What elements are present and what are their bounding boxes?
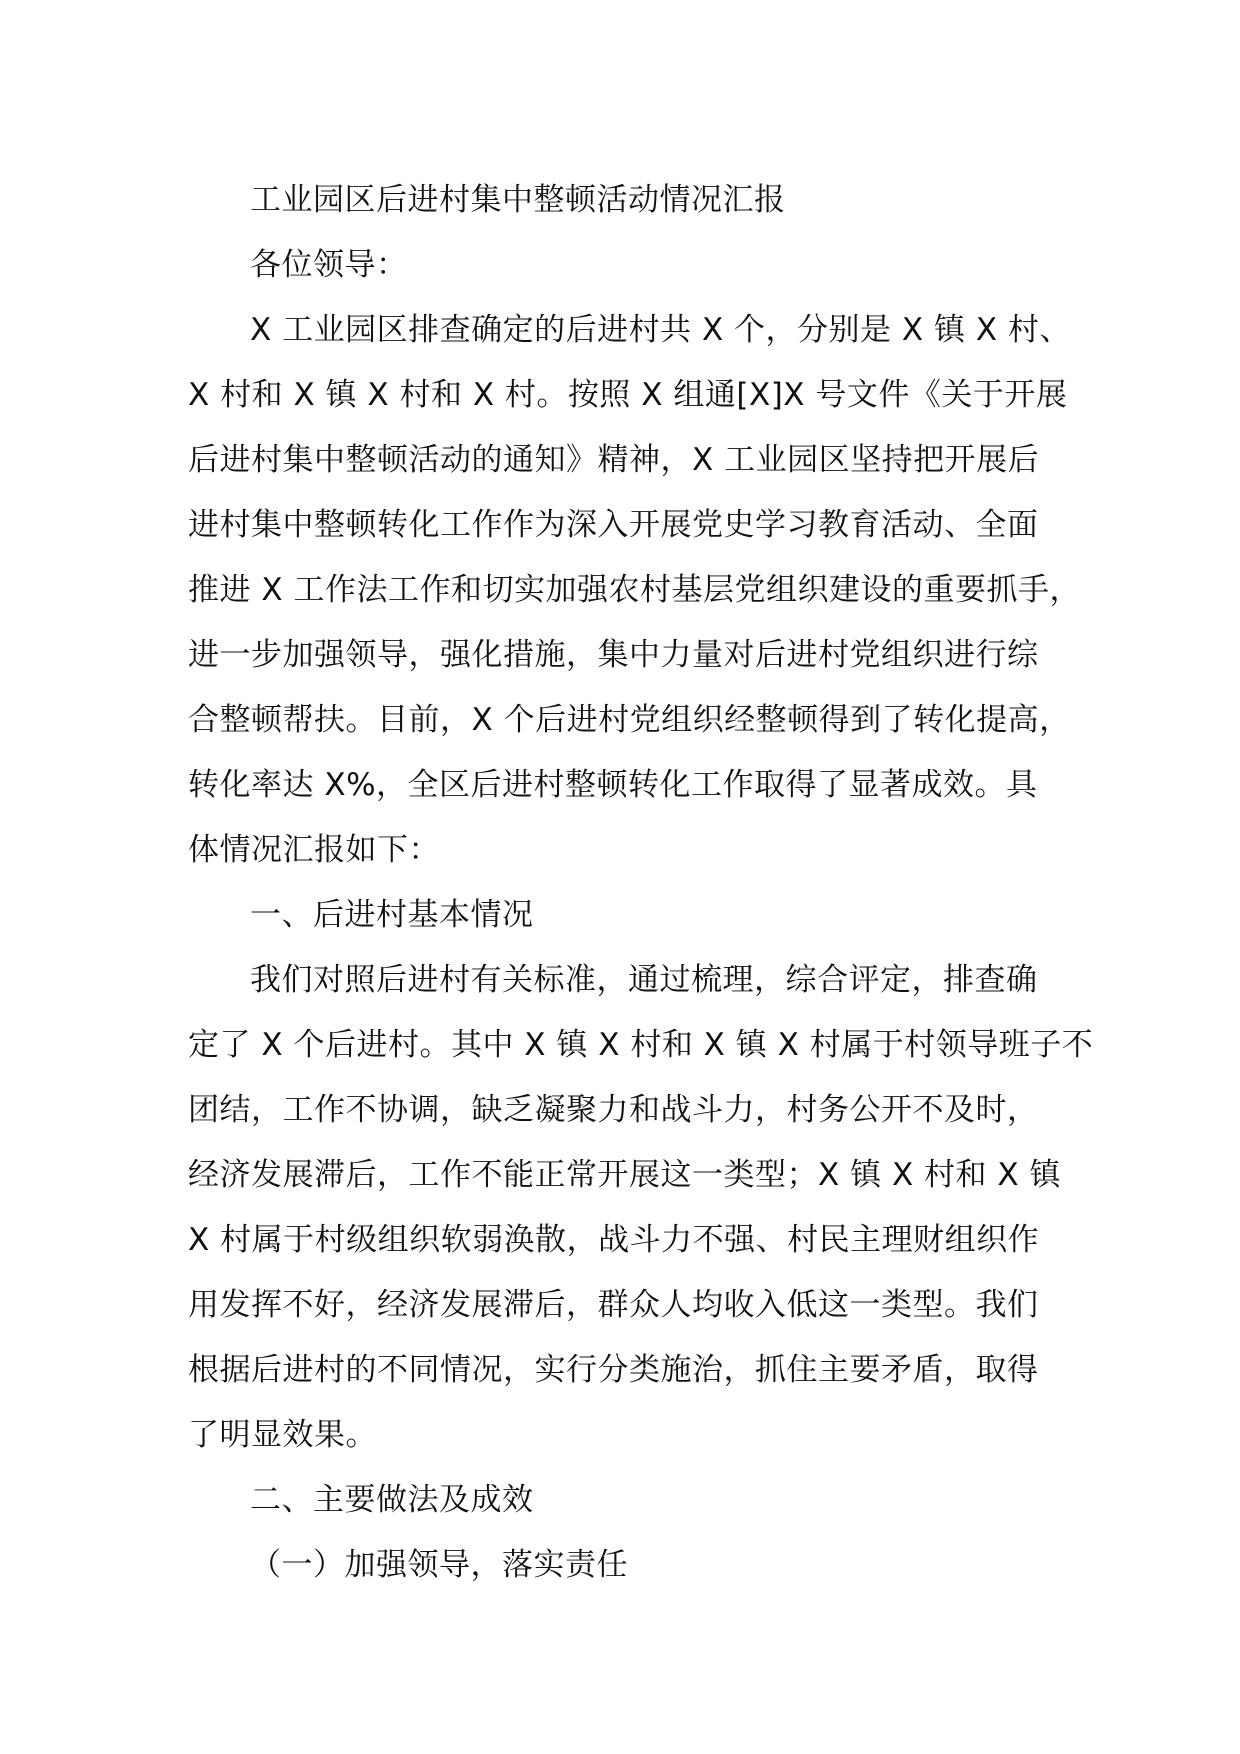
paragraph-line: 推进 X 工作法工作和切实加强农村基层党组织建设的重要抓手，: [188, 572, 1081, 608]
paragraph-line: 团结，工作不协调，缺乏凝聚力和战斗力，村务公开不及时，: [188, 1092, 1039, 1128]
paragraph-line: 用发挥不好，经济发展滞后，群众人均收入低这一类型。我们: [188, 1287, 1039, 1323]
paragraph-line: X 村和 X 镇 X 村和 X 村。按照 X 组通[X]X 号文件《关于开展: [188, 377, 1068, 413]
paragraph-line: X 村属于村级组织软弱涣散，战斗力不强、村民主理财组织作: [188, 1222, 1040, 1258]
paragraph-line: 定了 X 个后进村。其中 X 镇 X 村和 X 镇 X 村属于村领导班子不: [188, 1027, 1094, 1063]
section-heading: 一、后进村基本情况: [250, 897, 534, 933]
intro-paragraph: [188, 298, 1088, 883]
document-page: [188, 168, 1094, 1598]
paragraph-line: 进一步加强领导，强化措施，集中力量对后进村党组织进行综: [188, 637, 1039, 673]
section-heading: 二、主要做法及成效: [250, 1482, 534, 1518]
paragraph-line: 根据后进村的不同情况，实行分类施治，抓住主要矛盾，取得: [188, 1352, 1039, 1388]
paragraph-line: 合整顿帮扶。目前，X 个后进村党组织经整顿得到了转化提高，: [188, 702, 1071, 738]
paragraph-line: X 工业园区排查确定的后进村共 X 个，分别是 X 镇 X 村、: [250, 312, 1071, 348]
paragraph-line: 进村集中整顿转化工作作为深入开展党史学习教育活动、全面: [188, 507, 1039, 543]
document-title: 工业园区后进村集中整顿活动情况汇报: [250, 182, 786, 218]
paragraph-line: 了明显效果。: [188, 1417, 377, 1453]
salutation: 各位领导：: [250, 247, 408, 283]
paragraph-line: 经济发展滞后，工作不能正常开展这一类型；X 镇 X 村和 X 镇: [188, 1157, 1061, 1193]
paragraph-line: 体情况汇报如下：: [188, 832, 440, 868]
subsection-heading: （一）加强领导，落实责任: [250, 1547, 628, 1583]
paragraph-line: 后进村集中整顿活动的通知》精神，X 工业园区坚持把开展后: [188, 442, 1040, 478]
paragraph-line: 转化率达 X%，全区后进村整顿转化工作取得了显著成效。具: [188, 767, 1038, 803]
paragraph-line: 我们对照后进村有关标准，通过梳理，综合评定，排查确: [250, 962, 1038, 998]
section1-paragraph: [188, 948, 1094, 1468]
